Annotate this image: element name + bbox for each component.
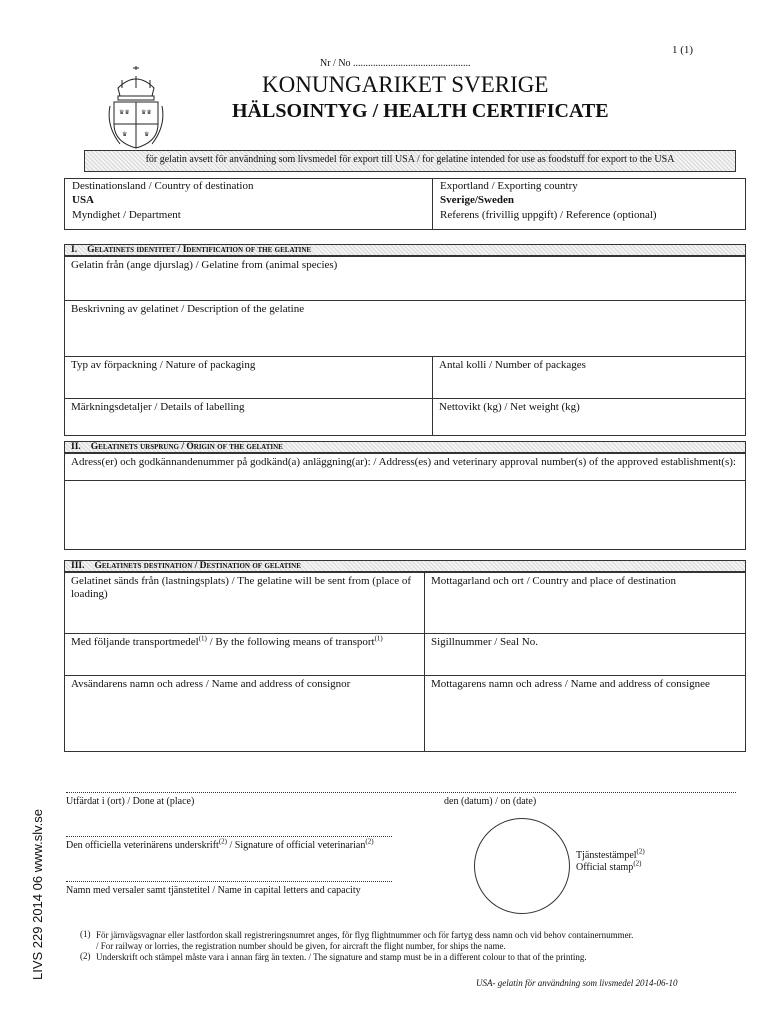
weight-label: Nettovikt (kg) / Net weight (kg) bbox=[439, 401, 580, 413]
on-date-label: den (datum) / on (date) bbox=[444, 796, 537, 807]
department-label[interactable]: Myndighet / Department bbox=[72, 209, 181, 221]
packages-label: Antal kolli / Number of packages bbox=[439, 359, 586, 371]
description-field[interactable] bbox=[64, 300, 746, 357]
header-divider bbox=[432, 178, 433, 230]
consignor-field[interactable] bbox=[64, 675, 425, 752]
purpose-text: för gelatin avsett för användning som livsmedel för export till USA / for gelatine intended for use as foodstuff for export to the USA bbox=[145, 154, 675, 165]
reference-label[interactable]: Referens (frivillig uppgift) / Reference (optional) bbox=[440, 209, 657, 221]
transport-footnote-ref-2: (1) bbox=[374, 634, 383, 643]
dest-country-label: Mottagarland och ort / Country and place of destination bbox=[431, 575, 676, 587]
done-at-line[interactable] bbox=[66, 792, 736, 793]
section-3-title: Gelatinets destination / Destination of gelatine bbox=[94, 561, 301, 571]
labelling-label: Märkningsdetaljer / Details of labelling bbox=[71, 401, 245, 413]
section-1-title: Gelatinets identitet / Identification of the gelatine bbox=[87, 245, 312, 255]
signature-label bbox=[66, 837, 374, 852]
section-2-number: II. bbox=[71, 442, 81, 452]
footnote-2: Underskrift och stämpel måste vara i annan färg än texten. / The signature and stamp must be in a different colour to that of the printing. bbox=[96, 952, 587, 962]
section-2-header bbox=[64, 441, 746, 453]
signature-footnote-ref-2: (2) bbox=[365, 837, 374, 846]
stamp-label-sv: Tjänstestämpel bbox=[576, 850, 637, 861]
consignee-label: Mottagarens namn och adress / Name and address of consignee bbox=[431, 678, 710, 690]
page-number: 1 (1) bbox=[672, 44, 694, 56]
seal-label: Sigillnummer / Seal No. bbox=[431, 636, 538, 648]
description-label: Beskrivning av gelatinet / Description of the gelatine bbox=[71, 303, 305, 315]
official-stamp-circle[interactable] bbox=[474, 818, 570, 914]
consignee-field[interactable] bbox=[424, 675, 746, 752]
signature-footnote-ref: (2) bbox=[218, 837, 227, 846]
section-3-header bbox=[64, 560, 746, 572]
name-capacity-label: Namn med versaler samt tjänstetitel / Name in capital letters and capacity bbox=[66, 885, 361, 896]
packaging-field[interactable] bbox=[64, 356, 433, 399]
stamp-label bbox=[576, 847, 645, 874]
section-1-number: I. bbox=[71, 245, 78, 255]
destination-value[interactable]: USA bbox=[72, 194, 95, 206]
labelling-field[interactable] bbox=[64, 398, 433, 436]
signature-label-en: / Signature of official veterinarian bbox=[226, 840, 366, 851]
svg-text:♛: ♛ bbox=[122, 132, 128, 138]
loading-label: Gelatinet sänds från (lastningsplats) / The gelatine will be sent from (place of loading) bbox=[71, 575, 412, 600]
export-label: Exportland / Exporting country bbox=[440, 180, 578, 192]
packaging-label: Typ av förpackning / Nature of packaging bbox=[71, 359, 256, 371]
loading-field[interactable] bbox=[64, 572, 425, 634]
svg-text:♛: ♛ bbox=[144, 132, 150, 138]
establishment-label: Adress(er) och godkännandenummer på godkänd(a) anläggning(ar): / Address(es) and veterinary approval number(s) of the approved establishment(s): bbox=[71, 456, 736, 468]
certificate-title: HÄLSOINTYG / HEALTH CERTIFICATE bbox=[232, 100, 609, 122]
section-3-number: III. bbox=[71, 561, 85, 571]
footnote-1-en: / For railway or lorries, the registration number should be given, for aircraft the flight number, for ships the name. bbox=[96, 941, 506, 951]
dest-country-field[interactable] bbox=[424, 572, 746, 634]
transport-footnote-ref: (1) bbox=[198, 634, 207, 643]
establishment-label-cell bbox=[64, 453, 746, 481]
name-line[interactable] bbox=[66, 881, 392, 882]
establishment-field[interactable] bbox=[64, 480, 746, 550]
weight-field[interactable] bbox=[432, 398, 746, 436]
section-1-header bbox=[64, 244, 746, 256]
signature-line[interactable] bbox=[66, 836, 392, 837]
transport-label-en: / By the following means of transport bbox=[206, 636, 375, 648]
coat-of-arms-logo bbox=[104, 66, 168, 152]
seal-field[interactable] bbox=[424, 633, 746, 676]
stamp-footnote-ref-2: (2) bbox=[633, 859, 642, 868]
section-2-title: Gelatinets ursprung / Origin of the gelatine bbox=[90, 442, 283, 452]
footer-text: USA- gelatin för användning som livsmedel 2014-06-10 bbox=[476, 978, 678, 988]
destination-label: Destinationsland / Country of destination bbox=[72, 180, 254, 192]
side-form-code: LIVS 229 2014 06 www.slv.se bbox=[30, 808, 45, 980]
transport-label: Med följande transportmedel bbox=[71, 636, 199, 648]
species-field[interactable] bbox=[64, 256, 746, 301]
consignor-label: Avsändarens namn och adress / Name and address of consignor bbox=[71, 678, 351, 690]
footnote-1-sv: För järnvägsvagnar eller lastfordon skall registreringsnumret anges, för flyg flightnummer och för fartyg dess namn och vid behov containernummer. bbox=[96, 930, 634, 940]
stamp-footnote-ref: (2) bbox=[636, 847, 645, 856]
export-value[interactable]: Sverige/Sweden bbox=[440, 194, 514, 206]
species-label: Gelatin från (ange djurslag) / Gelatine from (animal species) bbox=[71, 259, 338, 271]
certificate-number-field[interactable]: Nr / No ............................................... bbox=[320, 58, 471, 69]
stamp-label-en: Official stamp bbox=[576, 862, 634, 873]
packages-field[interactable] bbox=[432, 356, 746, 399]
svg-text:♛♛: ♛♛ bbox=[141, 110, 152, 116]
footnote-2-number: (2) bbox=[80, 951, 91, 961]
footnote-1-number: (1) bbox=[80, 929, 91, 939]
done-at-label: Utfärdat i (ort) / Done at (place) bbox=[66, 796, 195, 807]
purpose-banner bbox=[84, 150, 736, 172]
transport-field[interactable] bbox=[64, 633, 425, 676]
svg-text:♛♛: ♛♛ bbox=[119, 110, 130, 116]
country-title: KONUNGARIKET SVERIGE bbox=[262, 72, 549, 97]
signature-label-sv: Den officiella veterinärens underskrift bbox=[66, 840, 219, 851]
